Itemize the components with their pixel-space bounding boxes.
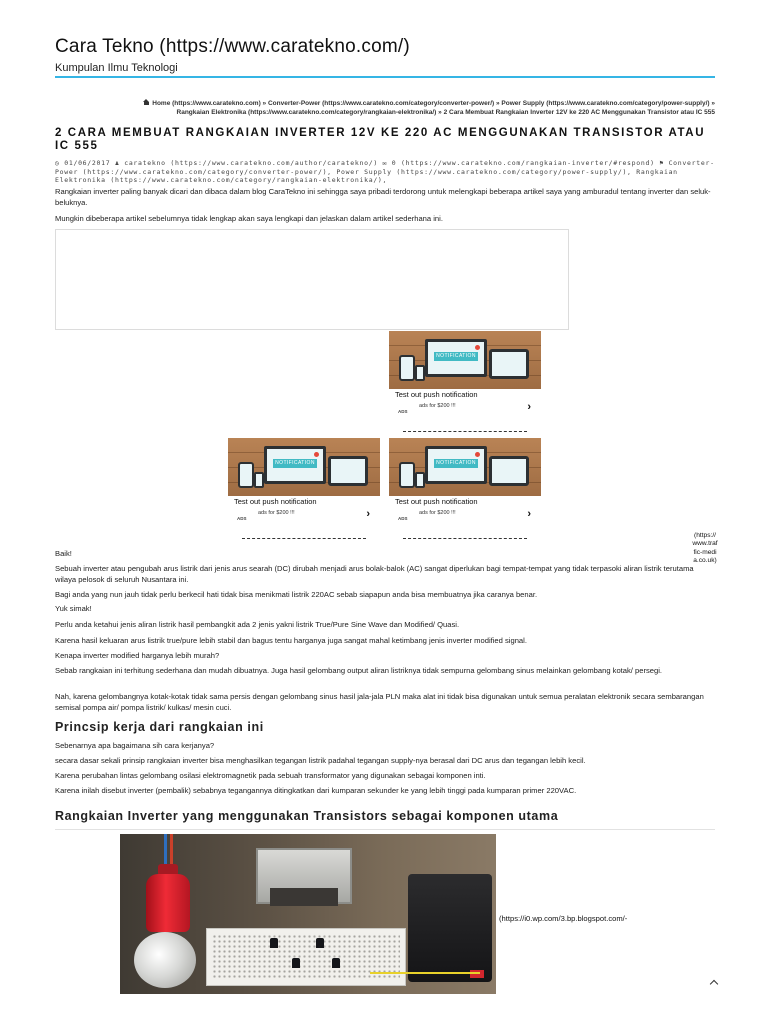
tablet-illustration (489, 349, 529, 379)
intro-paragraph-1: Rangkaian inverter paling banyak dicari dan dibaca dalam blog CaraTekno ini sehingga saya pribadi terdorong untuk melengkapi beberapa artikel saya yang amburadul tentang inverter dan seluk-beluknya. (55, 187, 711, 207)
section-paragraph: Sebenarnya apa bagaimana sih cara kerjanya? (55, 741, 215, 750)
section-divider (55, 829, 715, 830)
transformer-coil (270, 888, 338, 906)
section-heading: Princsip kerja dari rangkaian ini (55, 720, 264, 734)
notification-dot-icon (475, 345, 480, 350)
notification-dot-icon (475, 452, 480, 457)
phone-illustration (415, 472, 425, 488)
notification-banner: NOTIFICATION (273, 459, 317, 468)
monitor-illustration (425, 339, 487, 377)
body-paragraph: Karena hasil keluaran arus listrik true/pure lebih stabil dan bagus tentu harganya juga sangat mahal ketimbang jenis inverter modified signal. (55, 636, 527, 645)
side-ad-link[interactable]: (https://www.traffic-media.co.uk) (692, 532, 718, 564)
site-header (55, 36, 715, 74)
site-title[interactable]: Cara Tekno (https://www.caratekno.com/) (55, 36, 410, 57)
ad-subtitle: ads for $200 !!! (419, 403, 456, 409)
section-paragraph: Karena perubahan lintas gelombang osilasi elektromagnetik pada sebuah transformator yang digunakan sebagai komponen inti. (55, 771, 486, 780)
site-tagline: Kumpulan Ilmu Teknologi (55, 62, 178, 74)
breadcrumb-line-1[interactable] (55, 99, 715, 108)
ad-cutoff (403, 431, 527, 435)
notification-dot-icon (314, 452, 319, 457)
ad-card[interactable] (228, 438, 380, 542)
transistor (332, 958, 340, 968)
ad-title[interactable]: Test out push notification (234, 497, 317, 506)
monitor-illustration (425, 446, 487, 484)
body-paragraph: Nah, karena gelombangnya kotak-kotak tidak sama persis dengan gelombang sinus hasil jala-jala PLN maka alat ini tidak bisa digunakan untuk semua peralatan elektronik secara sembarangan semisal pompa air/ pompa listrik/ kulkas/ mesin cuci. (55, 692, 704, 712)
ad-placeholder (55, 229, 569, 330)
body-paragraph: Kenapa inverter modified harganya lebih murah? (55, 651, 220, 660)
chevron-up-icon[interactable] (709, 978, 719, 988)
ad-image (389, 438, 541, 496)
ad-label: ADS (398, 516, 408, 521)
body-paragraph: Baik! (55, 549, 72, 558)
phone-illustration (254, 472, 264, 488)
red-bulb-shade (146, 874, 190, 932)
body-paragraph: Bagi anda yang nun jauh tidak perlu berkecil hati tidak bisa menikmati listrik 220AC sebab siapapun anda bisa membuatnya jika caranya benar. (55, 590, 538, 599)
post-meta[interactable]: ◷ 01/06/2017 ♟ caratekno (https://www.caratekno.com/author/caratekno/) ✉ 0 (https://www.caratekno.com/rangkaian-inverter/#respond) ⚑ Converter-Power (https://www.caratekno.com/category/converter-power/), Power Supply (https://www.caratekno.com/category/power-supply/), Rangkaian Elektronika (https://www.caratekno.com/category/rangkaian-elektronika/), (55, 159, 715, 184)
ad-label: ADS (398, 409, 408, 414)
tablet-illustration (489, 456, 529, 486)
body-paragraph: Perlu anda ketahui jenis aliran listrik hasil pembangkit ada 2 jenis yakni listrik True/Pure Sine Wave dan Modified/ Quasi. (55, 620, 460, 629)
image-source-link[interactable]: (https://i0.wp.com/3.bp.blogspot.com/- (499, 914, 628, 923)
ad-subtitle: ads for $200 !!! (258, 510, 295, 516)
inverter-circuit-photo[interactable] (120, 834, 496, 994)
notification-banner: NOTIFICATION (434, 352, 478, 361)
transistor (292, 958, 300, 968)
body-paragraph: Sebuah inverter atau pengubah arus listrik dari jenis arus searah (DC) dirubah menjadi arus bolak-balok (AC) sangat diperlukan bagi tempat-tempat yang tidak terpasoki aliran listrik terutama wilaya pelosok di seluruh Nusantara ini. (55, 564, 694, 584)
light-bulb (134, 932, 196, 988)
phone-illustration (399, 355, 415, 381)
tablet-illustration (328, 456, 368, 486)
header-divider (55, 76, 715, 78)
ad-title[interactable]: Test out push notification (395, 497, 478, 506)
battery (408, 874, 492, 982)
notification-banner: NOTIFICATION (434, 459, 478, 468)
ad-subtitle: ads for $200 !!! (419, 510, 456, 516)
home-icon (143, 99, 150, 105)
chevron-right-icon[interactable]: › (527, 508, 531, 520)
ad-image (389, 331, 541, 389)
body-paragraph: Yuk simak! (55, 604, 92, 613)
ad-cutoff (242, 538, 366, 542)
breadcrumb (55, 99, 715, 117)
ad-card[interactable] (389, 438, 541, 542)
breadcrumb-text-1[interactable]: Home (https://www.caratekno.com) » Converter-Power (https://www.caratekno.com/category/converter-power/) » Power Supply (https://www.caratekno.com/category/power-supply/) » (152, 100, 715, 107)
ad-title[interactable]: Test out push notification (395, 390, 478, 399)
phone-illustration (399, 462, 415, 488)
ad-label: ADS (237, 516, 247, 521)
phone-illustration (415, 365, 425, 381)
breadcrumb-line-2[interactable]: Rangkaian Elektronika (https://www.caratekno.com/category/rangkaian-elektronika/) » 2 Cara Membuat Rangkaian Inverter 12V ke 220 AC Menggunakan Transistor atau IC 555 (176, 109, 715, 116)
ad-cutoff (403, 538, 527, 542)
ad-image (228, 438, 380, 496)
ad-card[interactable] (389, 331, 541, 435)
post-title: 2 CARA MEMBUAT RANGKAIAN INVERTER 12V KE 220 AC MENGGUNAKAN TRANSISTOR ATAU IC 555 (55, 127, 706, 152)
section-heading: Rangkaian Inverter yang menggunakan Transistors sebagai komponen utama (55, 809, 559, 823)
transistor (316, 938, 324, 948)
body-paragraph: Sebab rangkaian ini terhitung sederhana dan mudah dibuatnya. Juga hasil gelombang output aliran listriknya tidak sempurna gelombang sinus melainkan gelombang kotak/ persegi. (55, 666, 663, 675)
section-paragraph: Karena inilah disebut inverter (pembalik) sebabnya tegangannya ditingkatkan dari kumparan sekunder ke yang lebih tinggi pada kumparan primer 220VAC. (55, 786, 577, 795)
intro-paragraph-2: Mungkin dibeberapa artikel sebelumnya tidak lengkap akan saya lengkapi dan jelaskan dalam artikel sederhana ini. (55, 214, 443, 223)
transistor (270, 938, 278, 948)
chevron-right-icon[interactable]: › (366, 508, 370, 520)
monitor-illustration (264, 446, 326, 484)
phone-illustration (238, 462, 254, 488)
chevron-right-icon[interactable]: › (527, 401, 531, 413)
section-paragraph: secara dasar sekali prinsip rangkaian inverter bisa menghasilkan tegangan listrik padahal tegangan supply-nya berasal dari DC arus dan tegangan lebih kecil. (55, 756, 586, 765)
